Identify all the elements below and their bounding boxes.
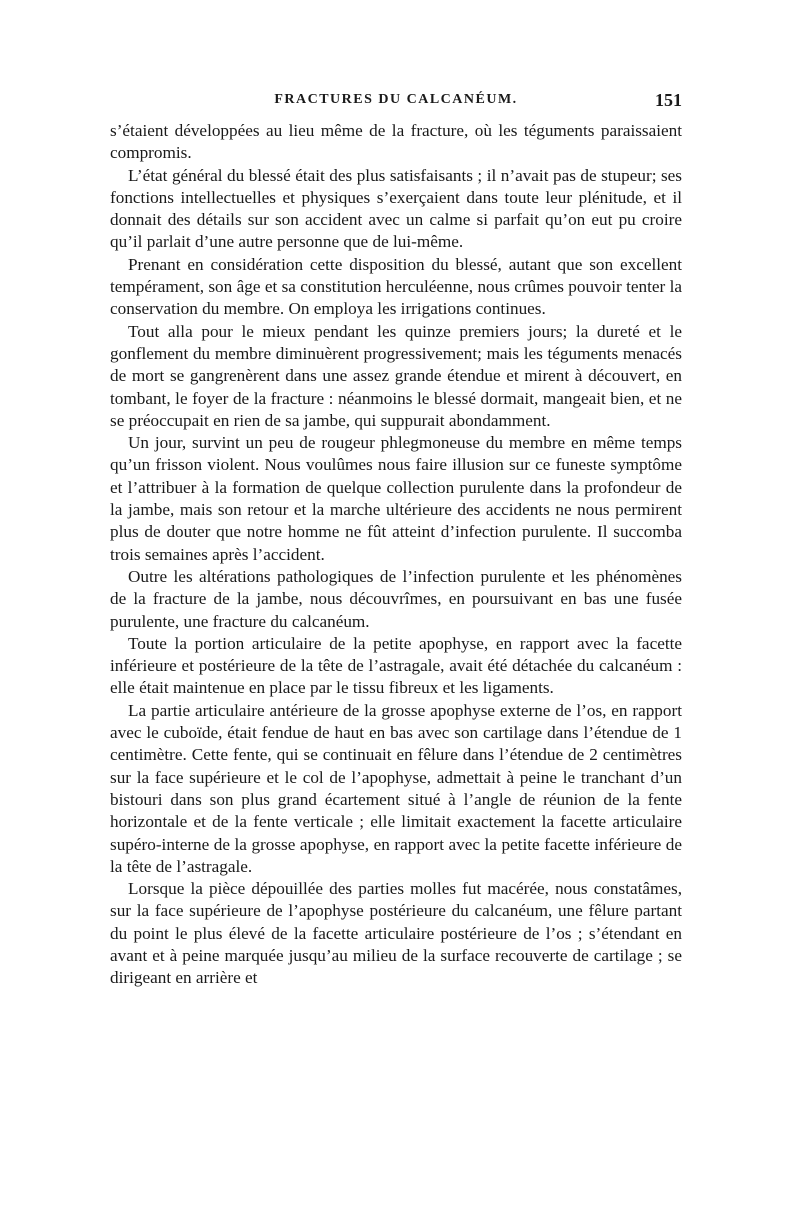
paragraph-3: Prenant en considération cette disposition du blessé, autant que son excellent tempérament, son âge et sa constitution herculéenne, nous crûmes pouvoir tenter la conservation du membre. On employa les irrigations continues. — [110, 254, 682, 319]
paragraph-5: Un jour, survint un peu de rougeur phlegmoneuse du membre en même temps qu’un frisson violent. Nous voulûmes nous faire illusion sur ce funeste symptôme et l’attribuer à la formation de quelque collection purulente dans la profondeur de la jambe, mais son retour et la marche ultérieure des accidents ne nous permirent plus de douter que notre homme ne fût atteint d’infection purulente. Il succomba trois semaines après l’accident. — [110, 433, 682, 564]
paragraph-9: Lorsque la pièce dépouillée des parties molles fut macérée, nous constatâmes, sur la face supérieure de l’apophyse postérieure du calcanéum, une fêlure partant du point le plus élevé de la facette articulaire postérieure de l’os ; s’étendant en avant et à peine marquée jusqu’au milieu de la surface recouverte de cartilage ; se dirigeant en arrière et — [110, 879, 682, 988]
body-text — [110, 120, 682, 990]
paragraph-2: L’état général du blessé était des plus satisfaisants ; il n’avait pas de stupeur; ses fonctions intellectuelles et physiques s’exerçaient dans toute leur plénitude, et il donnait des détails sur son accident avec un calme si parfait qu’on eut pu croire qu’il parlait d’une autre personne que de lui-même. — [110, 165, 682, 252]
paragraph-6: Outre les altérations pathologiques de l’infection purulente et les phénomènes de la fracture de la jambe, nous découvrîmes, en poursuivant en bas une fusée purulente, une fracture du calcanéum. — [110, 566, 682, 631]
running-title: FRACTURES DU CALCANÉUM. — [274, 92, 518, 107]
page-number: 151 — [655, 90, 682, 110]
paragraph-1: s’étaient développées au lieu même de la fracture, où les téguments paraissaient compromis. — [110, 121, 682, 163]
page-header — [110, 92, 682, 114]
book-page — [110, 92, 682, 990]
paragraph-7: Toute la portion articulaire de la petite apophyse, en rapport avec la facette inférieure et postérieure de la tête de l’astragale, avait été détachée du calcanéum : elle était maintenue en place par le tissu fibreux et les ligaments. — [110, 633, 682, 698]
paragraph-4: Tout alla pour le mieux pendant les quinze premiers jours; la dureté et le gonflement du membre diminuèrent progressivement; mais les téguments menacés de mort se gangrenèrent dans une assez grande étendue et mirent à découvert, en tombant, le foyer de la fracture : néanmoins le blessé dormait, mangeait bien, et ne se préoccupait en rien de sa jambe, qui suppurait abondamment. — [110, 321, 682, 430]
paragraph-8: La partie articulaire antérieure de la grosse apophyse externe de l’os, en rapport avec le cuboïde, était fendue de haut en bas avec son cartilage dans l’étendue de 1 centimètre. Cette fente, qui se continuait en fêlure dans l’étendue de 2 centimètres sur la face supérieure et le col de l’apophyse, admettait à peine le tranchant d’un bistouri dans son plus grand écartement situé à l’angle de réunion de la fente horizontale et de la fente verticale ; elle limitait exactement la facette articulaire supéro-interne de la grosse apophyse, en rapport avec la petite facette inférieure de la tête de l’astragale. — [110, 700, 682, 876]
